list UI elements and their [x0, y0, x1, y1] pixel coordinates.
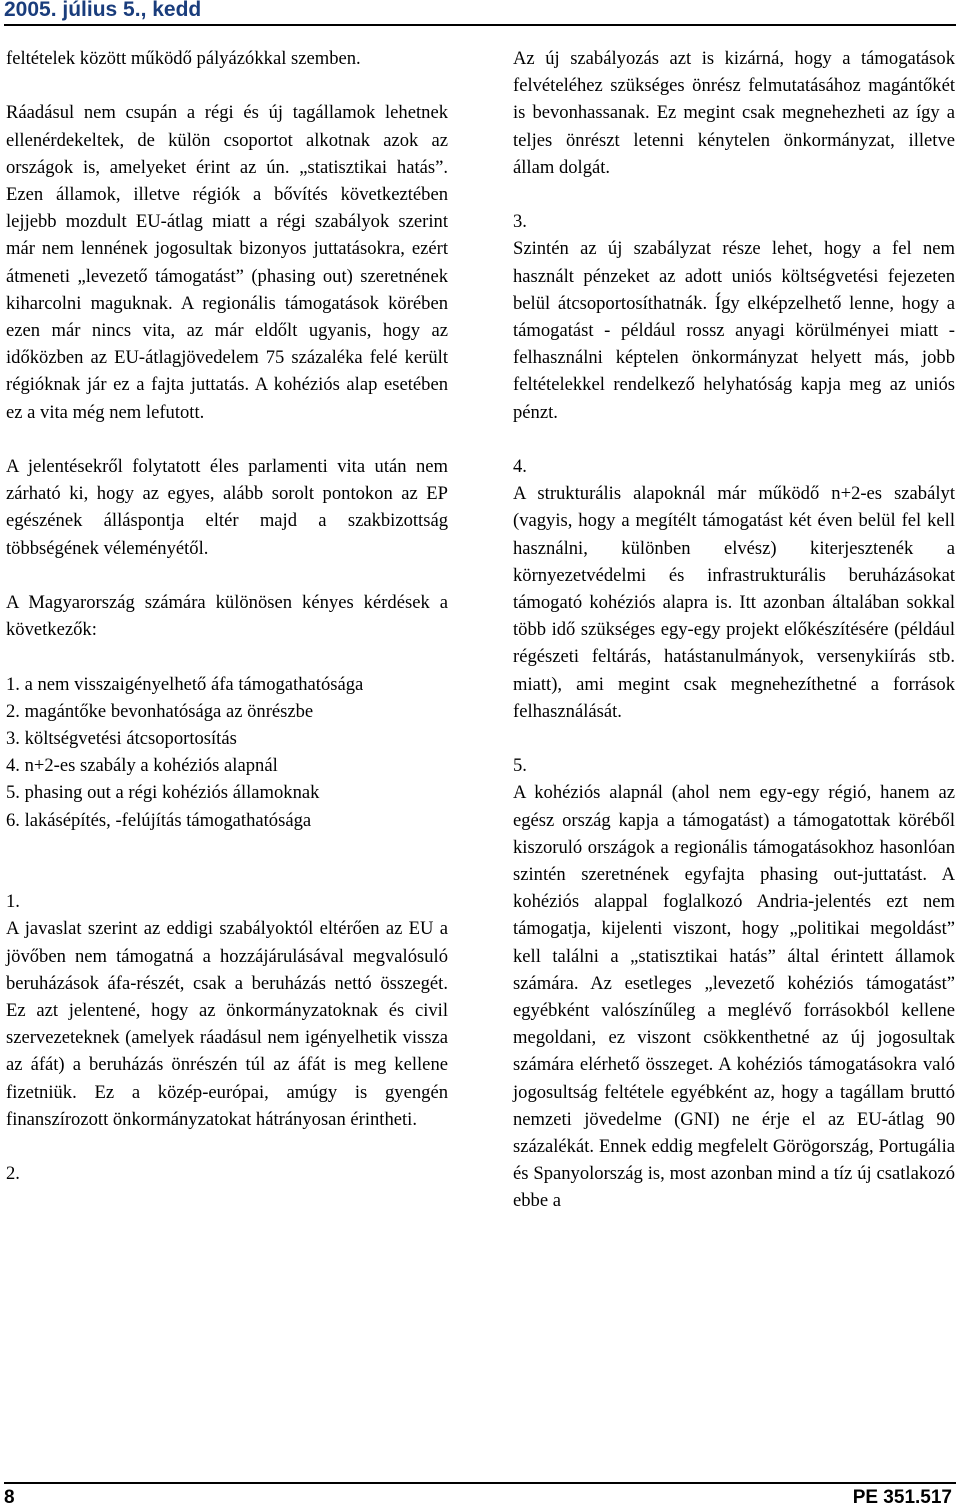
- page-footer: [4, 1482, 956, 1508]
- right-column: [513, 45, 955, 1215]
- section-number: 2.: [6, 1163, 20, 1185]
- section-number: 4.: [513, 456, 527, 478]
- paragraph: A jelentésekről folytatott éles parlamenti vita után nem zárható ki, hogy az egyes, alább sorolt pontokon az EP egészének álláspontja eltér majd a szakbizottság többségének véleményétől.: [6, 456, 448, 559]
- paragraph: A javaslat szerint az eddigi szabályoktól eltérően az EU a jövőben nem támogatná a hozzájárulásával megvalósuló beruházások áfa-részét, csak a beruházás nettó összegét. Ez azt jelentené, hogy az önkormányzatoknak és civil szervezeteknek (amelyek ráadásul nem igényelhetik vissza az áfát) a beruházás önrészén túl az áfát is meg kellene fizetniük. Ez a közép-európai, amúgy is gyengén finanszírozott önkormányzatokat hátrányosan érintheti.: [6, 918, 448, 1130]
- paragraph: feltételek között működő pályázókkal szemben.: [6, 48, 361, 69]
- page-number: 8: [4, 1487, 15, 1508]
- paragraph: Ráadásul nem csupán a régi és új tagállamok lehetnek ellenérdekeltek, de külön csoportot alkotnak azok az országok is, amelyeket érint az ún. „statisztikai hatás”. Ezen államok, illetve régiók a bővítés következtében lejjebb mozdult EU-átlag miatt a régi szabályok szerint már nem lennének jogosultak bizonyos juttatásokra, ezért átmeneti „levezető támogatást” (phasing out) szeretnének kiharcolni maguknak. A regionális támogatások körében ezen már nincs vita, az már eldőlt ugyanis, hogy az időközben az EU-átlagjövedelem 75 százaléka felé került régióknak jár ez a fajta juttatás. A kohéziós alap esetében ez a vita még nem lefutott.: [6, 102, 448, 423]
- list-item: 4. n+2-es szabály a kohéziós alapnál: [6, 755, 278, 777]
- list-item: 2. magántőke bevonhatósága az önrészbe: [6, 700, 314, 722]
- list-item: 1. a nem visszaigényelhető áfa támogathatósága: [6, 673, 364, 695]
- paragraph: Szintén az új szabályzat része lehet, hogy a fel nem használt pénzeket az adott uniós költségvetési fejezeten belül átcsoportosíthatnák. Így elképzelhető lenne, hogy a támogatást - például rossz anyagi körülményei miatt - felhasználni képtelen önkormányzat helyett más, jobb feltételekkel rendelkező helyhatóság kapja meg az uniós pénzt.: [513, 238, 955, 423]
- paragraph: Az új szabályozás azt is kizárná, hogy a támogatások felvételéhez szükséges önrész felmutatásához magántőkét is bevonhassanak. Ez megint csak megnehezheti az így a teljes önrészt letenni kénytelen önkormányzat, illetve állam dolgát.: [513, 48, 955, 178]
- list-item: 5. phasing out a régi kohéziós államoknak: [6, 782, 320, 804]
- list-item: 6. lakásépítés, -felújítás támogathatósága: [6, 809, 312, 831]
- section-number: 5.: [513, 755, 527, 777]
- page-header: [4, 0, 956, 26]
- paragraph: A strukturális alapoknál már működő n+2-es szabályt (vagyis, hogy a megítélt támogatást két éven belül fel kell használni, különben elvész) kiterjesztenék a környezetvédelmi és infrastrukturális beruházásokat támogató kohéziós alapra is. Itt azonban általában sokkal több idő szükséges egy-egy projekt előkészítésére (például régészeti feltárás, hatástanulmányok, versenykiírás stb. miatt), ami megint csak megnehezíthetné a források felhasználását.: [513, 483, 955, 722]
- left-column: [6, 45, 448, 1187]
- header-date: 2005. július 5., kedd: [4, 0, 202, 21]
- document-reference: PE 351.517: [852, 1487, 952, 1508]
- paragraph: A Magyarország számára különösen kényes kérdések a következők:: [6, 592, 448, 641]
- section-number: 3.: [513, 211, 527, 233]
- paragraph: A kohéziós alapnál (ahol nem egy-egy régió, hanem az egész ország kapja a támogatást) a támogatottak köréből kiszoruló országok a regionális támogatásokhoz hasonlóan szintén szeretnének egyfajta phasing out-juttatást. A kohéziós alappal foglalkozó Andria-jelentés ezt nem támogatja, kijelenti viszont, hogy „politikai megoldást” kell találni a „statisztikai hatás” által érintett államok számára. Az esetleges „levezető kohéziós támogatást” egyébként valószínűleg a meglévő forrásokból kellene megoldani, ez viszont csökkenthetné az új jogosultak számára elérhető összeget. A kohéziós támogatásokra való jogosultság feltétele egyébként az, hogy a tagállam bruttó nemzeti jövedelme (GNI) ne érje el az EU-átlag 90 százalékát. Ennek eddig megfelelt Görögország, Portugália és Spanyolország is, most azonban mind a tíz új csatlakozó ebbe a: [513, 782, 955, 1212]
- list-item: 3. költségvetési átcsoportosítás: [6, 728, 237, 750]
- section-number: 1.: [6, 891, 20, 913]
- issue-list: [6, 671, 448, 834]
